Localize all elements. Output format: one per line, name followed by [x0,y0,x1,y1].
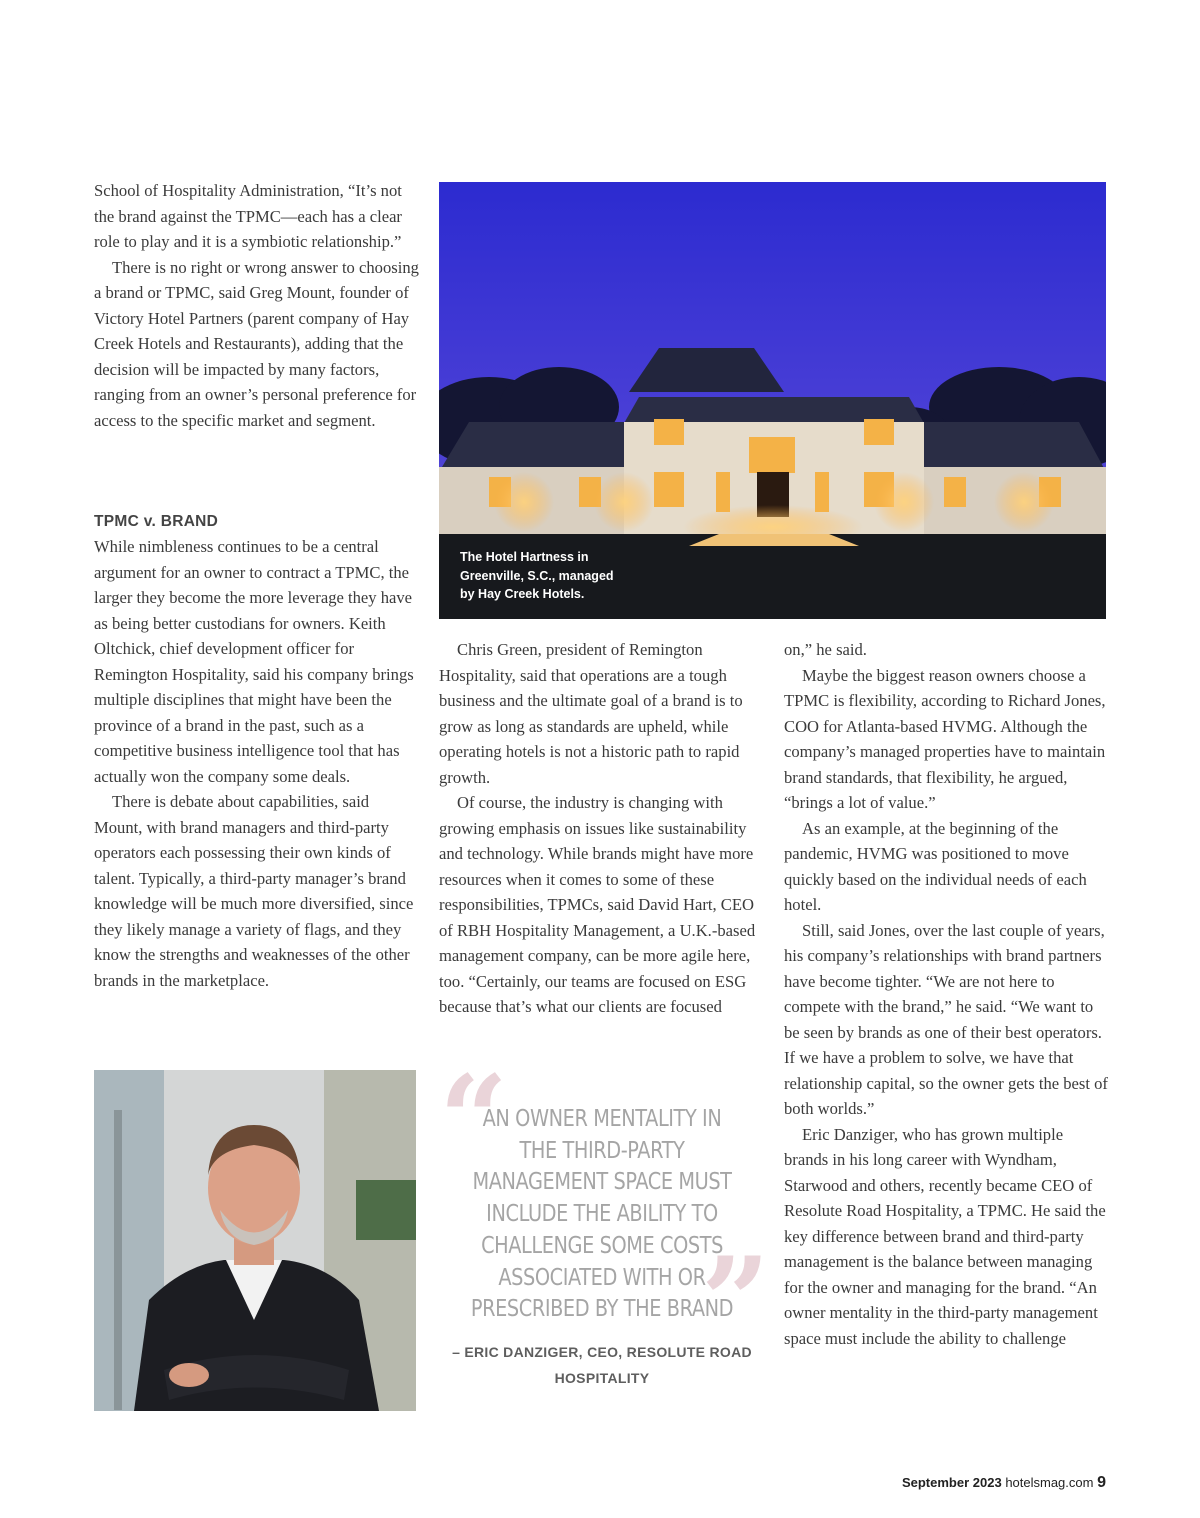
section-subhead: TPMC v. BRAND [94,513,219,530]
page-footer [902,1474,1106,1492]
pull-quote [439,1049,771,1402]
article-column-1-section [94,509,420,993]
page-number: 9 [1097,1474,1106,1491]
article-column-1-top [94,178,420,433]
paragraph: Chris Green, president of Remington Hospitality, said that operations are a tough business and the ultimate goal of a brand is to grow as long as standards are upheld, while operating hotels is not a historic path to rapid growth. [439,640,743,787]
paragraph: Maybe the biggest reason owners choose a TPMC is flexibility, according to Richard Jones, COO for Atlanta-based HVMG. Although the company’s managed properties have to maintain brand standards, that flexibility, he argued, “brings a lot of value.” [784,665,1106,812]
open-quote-mark: “ [439,1049,509,1190]
paragraph: As an example, at the beginning of the pandemic, HVMG was positioned to move quickly based on the individual needs of each hotel. [784,818,1087,914]
close-quote-mark: ” [701,1231,771,1372]
paragraph: Still, said Jones, over the last couple of years, his company’s relationships with brand partners have become tighter. “We are not here to compete with the brand,” he said. “We want to be seen by brands as one of their best operators. If we have a problem to solve, we have that relationship capital, so the owner gets the best of both worlds.” [784,920,1108,1118]
portrait-photo [94,1070,416,1411]
paragraph: While nimbleness continues to be a central argument for an owner to contract a TPMC, the larger they become the more leverage they have as being better custodians for owners. Keith Oltchick, chief development officer for Remington Hospitality, said his company brings multiple disciplines that might have been the province of a brand in the past, such as a competitive business intelligence tool that has actually won the company some deals. [94,537,414,786]
paragraph: There is debate about capabilities, said Mount, with brand managers and third-party operators each possessing their own kinds of talent. Typically, a third-party manager’s brand knowledge will be much more diversified, since they likely manage a variety of flags, and they know the strengths and weaknesses of the other brands in the marketplace. [94,792,414,990]
paragraph: School of Hospitality Administration, “It’s not the brand against the TPMC—each has a clear role to play and it is a symbiotic relationship.” [94,181,402,251]
article-column-3 [784,637,1110,1351]
paragraph: There is no right or wrong answer to choosing a brand or TPMC, said Greg Mount, founder of Victory Hotel Partners (parent company of Hay Creek Hotels and Restaurants), adding that the decision will be impacted by many factors, ranging from an owner’s personal preference for access to the specific market and segment. [94,257,419,430]
site-url: hotelsmag.com [1005,1475,1094,1490]
paragraph: on,” he said. [784,640,867,659]
portrait-illustration [94,1070,416,1411]
pull-quote-text: AN OWNER MENTALITY IN THE THIRD-PARTY MANAGEMENT SPACE MUST INCLUDE THE ABILITY TO CHALLENGE SOME COSTS ASSOCIATED WITH OR PRESCRIBED BY THE BRAND [470,1106,734,1323]
paragraph: Of course, the industry is changing with growing emphasis on issues like sustainability and technology. While brands might have more resources when it comes to some of these responsibilities, TPMCs, said David Hart, CEO of RBH Hospitality Management, a U.K.-based management company, can be more agile here, too. “Certainly, our teams are focused on ESG because that’s what our clients are focused [439,793,756,1016]
pull-quote-attribution: – ERIC DANZIGER, CEO, RESOLUTE ROAD HOSPITALITY [452,1344,752,1386]
article-column-2 [439,637,765,1020]
photo-caption: The Hotel Hartness in Greenville, S.C., managed by Hay Creek Hotels. [460,550,614,601]
issue-date: September 2023 [901,1475,1002,1490]
paragraph: Eric Danziger, who has grown multiple brands in his long career with Wyndham, Starwood and others, recently became CEO of Resolute Road Hospitality, a TPMC. He said the key difference between brand and third-party management is the balance between managing for the owner and managing for the brand. “An owner mentality in the third-party management space must include the ability to challenge [784,1124,1106,1348]
